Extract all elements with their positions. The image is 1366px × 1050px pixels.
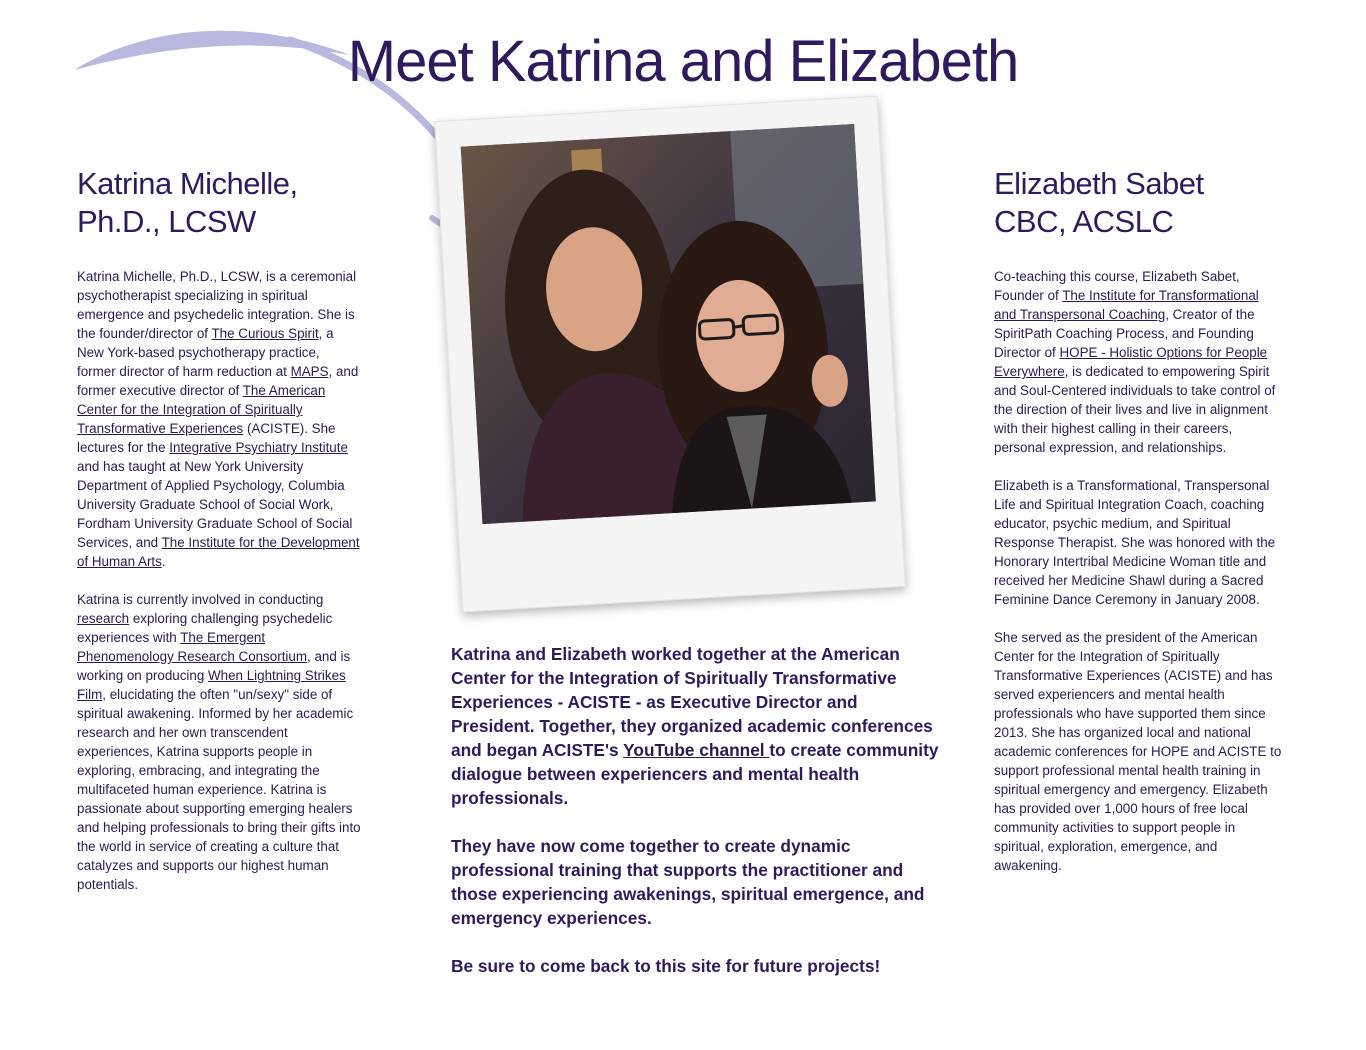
- collaboration-paragraph-3: Be sure to come back to this site for future projects!: [451, 956, 881, 976]
- bio-text: Katrina Michelle, Ph.D., LCSW, is a ceremonial psychotherapist specializing in spiritual emergence and psychedelic integration. She is the founder/director of: [77, 269, 357, 341]
- hope-link[interactable]: HOPE - Holistic Options for People Everywhere: [994, 345, 1268, 379]
- youtube-channel-link[interactable]: YouTube channel: [623, 740, 770, 760]
- photo-katrina-and-elizabeth: [461, 124, 876, 524]
- elizabeth-bio: [994, 267, 1284, 894]
- katrina-bio-paragraph-1: [77, 267, 361, 571]
- integrative-psychiatry-institute-link[interactable]: Integrative Psychiatry Institute: [169, 440, 348, 455]
- the-curious-spirit-link[interactable]: The Curious Spirit: [211, 326, 319, 341]
- collaboration-text: [451, 642, 941, 1002]
- bio-text: Co-teaching this course, Elizabeth Sabet, Founder of: [994, 269, 1240, 303]
- bio-text: , and is working on producing: [77, 649, 351, 683]
- elizabeth-name-line1: Elizabeth Sabet: [994, 166, 1204, 201]
- bio-text: Katrina is currently involved in conducting: [77, 592, 324, 607]
- maps-link[interactable]: MAPS: [290, 364, 329, 379]
- elizabeth-name-line2: CBC, ACSLC: [994, 204, 1174, 239]
- ittc-link[interactable]: The Institute for Transformational and Transpersonal Coaching: [994, 288, 1259, 322]
- bio-text: , elucidating the often "un/sexy" side of spiritual awakening. Informed by her academic research and her own transcendent experiences, Katrina supports people in exploring, embracing, and integrating the multifaceted human experience. Katrina is passionate about supporting emerging healers and helping professionals to bring their gifts into the world in service of creating a culture that catalyzes and supports our highest human potentials.: [77, 687, 361, 892]
- katrina-name-line2: Ph.D., LCSW: [77, 204, 256, 239]
- collaboration-paragraph-2: They have now come together to create dynamic professional training that supports the practitioner and those experiencing awakenings, spiritual emergence, and emergency experiences.: [451, 836, 925, 928]
- bio-text: .: [161, 554, 166, 569]
- elizabeth-name-heading: [994, 165, 1204, 241]
- bio-text: , is dedicated to empowering Spirit and Soul-Centered individuals to take control of the direction of their lives and live in alignment with their highest calling in their careers, personal expression, and relationships.: [994, 364, 1276, 455]
- elizabeth-bio-paragraph-1: [994, 267, 1284, 457]
- katrina-name-heading: [77, 165, 298, 241]
- katrina-name-line1: Katrina Michelle,: [77, 166, 298, 201]
- emergent-phenomenology-link[interactable]: The Emergent Phenomenology Research Consortium: [77, 630, 307, 664]
- when-lightning-strikes-link[interactable]: When Lightning Strikes Film: [77, 668, 346, 702]
- elizabeth-bio-paragraph-2: Elizabeth is a Transformational, Transpersonal Life and Spiritual Integration Coach, coaching educator, psychic medium, and Spiritual Response Therapist. She was honored with the Honorary Intertribal Medicine Woman title and received her Medicine Shawl during a Sacred Feminine Dance Ceremony in January 2008.: [994, 478, 1276, 607]
- page-title: Meet Katrina and Elizabeth: [347, 29, 1019, 94]
- bio-text: and has taught at New York University Department of Applied Psychology, Columbia University Graduate School of Social Work, Fordham University Graduate School of Social Services, and: [77, 459, 353, 550]
- collaboration-paragraph-1: [451, 642, 941, 810]
- katrina-bio-paragraph-2: [77, 590, 361, 894]
- bio-text: (ACISTE). She lectures for the: [77, 421, 336, 455]
- center-text-span: Katrina and Elizabeth worked together at the American Center for the Integration of Spiritually Transformative Experiences - ACISTE - as Executive Director and President. Together, they organized academic conferences and began ACISTE's: [451, 644, 933, 760]
- elizabeth-bio-paragraph-3: She served as the president of the American Center for the Integration of Spiritually Transformative Experiences (ACISTE) and has served experiencers and mental health professionals who have supported them since 2013. She has organized local and national academic conferences for HOPE and ACISTE to support professional mental health training in spiritual emergency and emergency. Elizabeth has provided over 1,000 hours of free local community activities to support people in spiritual, exploration, emergence, and awakening.: [994, 630, 1282, 873]
- bio-text: , a New York-based psychotherapy practice, former director of harm reduction at: [77, 326, 334, 379]
- center-text-span: to create community dialogue between experiencers and mental health professionals.: [451, 740, 939, 808]
- bio-text: , and former executive director of: [77, 364, 359, 398]
- idha-link[interactable]: The Institute for the Development of Human Arts: [77, 535, 360, 569]
- aciste-link[interactable]: The American Center for the Integration of Spiritually Transformative Experiences: [77, 383, 326, 436]
- bio-text: , Creator of the SpiritPath Coaching Process, and Founding Director of: [994, 307, 1255, 360]
- polaroid-photo-frame: [434, 96, 906, 613]
- katrina-bio: [77, 267, 361, 913]
- bio-text: exploring challenging psychedelic experiences with: [77, 611, 333, 645]
- research-link[interactable]: research: [77, 611, 130, 626]
